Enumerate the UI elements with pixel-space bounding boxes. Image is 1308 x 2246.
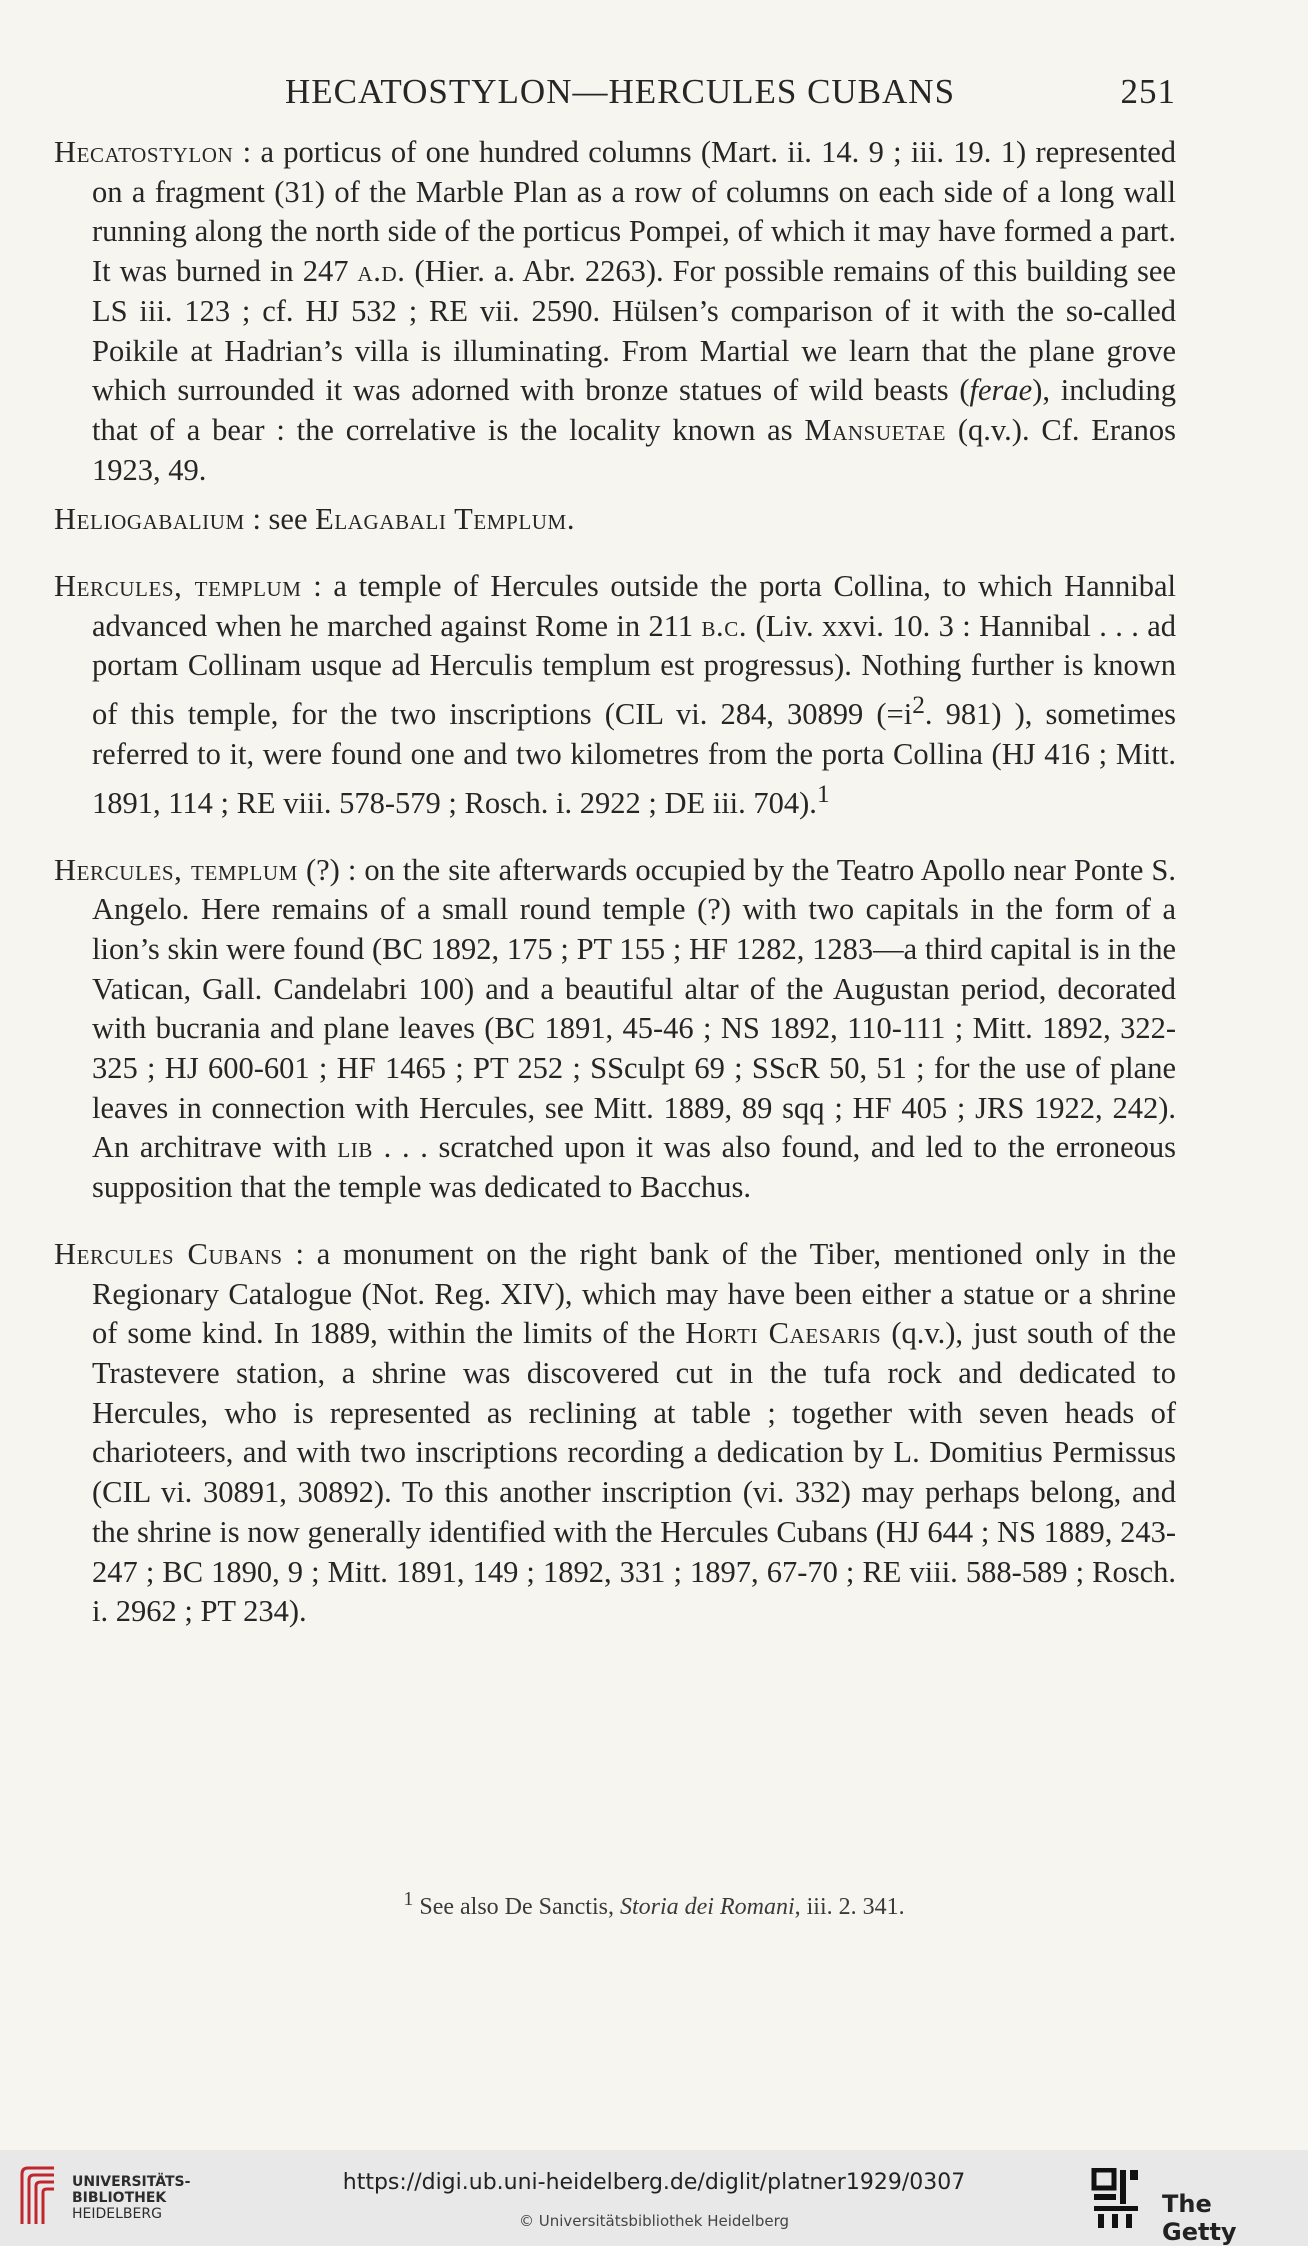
- getty-label: The Getty: [1162, 2190, 1237, 2246]
- headword: Heliogabalium: [54, 502, 245, 537]
- entry-hercules-cubans: Hercules Cubans : a monument on the right bank of the Tiber, mentioned only in the Regionary Catalogue (Not. Reg. XIV), which may have been either a statue or a shrine of some kind. In 1889, within the limits of the Horti Caesaris (q.v.), just south of the Trastevere station, a shrine was discovered cut in the tufa rock and dedicated to Hercules, who is represented as reclining at table ; together with seven heads of charioteers, and with two inscriptions recording a dedication by L. Domitius Permissus (CIL vi. 30891, 30892). To this another inscription (vi. 332) may perhaps belong, and the shrine is now generally identified with the Hercules Cubans (HJ 644 ; NS 1889, 243-247 ; BC 1890, 9 ; Mitt. 1891, 149 ; 1892, 331 ; 1897, 67-70 ; RE viii. 588-589 ; Rosch. i. 2962 ; PT 234).: [54, 1236, 1176, 1629]
- page-number: 251: [1120, 72, 1176, 111]
- headword: Hercules Cubans: [54, 1236, 283, 1271]
- running-head: [0, 72, 1308, 122]
- getty-logo[interactable]: [1090, 2168, 1290, 2246]
- entry-heliogabalium: Heliogabalium : see Elagabali Templum.: [54, 502, 575, 537]
- cross-reference: Elagabali Templum: [315, 502, 567, 537]
- entry-body: a porticus of one hundred columns (Mart. ii. 14. 9 ; iii. 19. 1) represented on a fragment (31) of the Marble Plan as a row of columns on each side of a long wall running along the north side of the porticus Pompei, of which it may have formed a part. It was burned in 247: [92, 135, 1176, 289]
- cross-reference: Horti Caesaris: [685, 1316, 882, 1351]
- italic-term: ferae: [969, 373, 1033, 408]
- entry-body: on the site afterwards occupied by the Teatro Apollo near Ponte S. Angelo. Here remains of a small round temple (?) with two capitals in the form of a lion’s skin were found (BC 1892, 175 ; PT 155 ; HF 1282, 1283—a third capital is in the Vatican, Gall. Candelabri 100) and a beautiful altar of the Augustan period, decorated with bucrania and plane leaves (BC 1891, 45-46 ; NS 1892, 110-111 ; Mitt. 1892, 322-325 ; HJ 600-601 ; HF 1465 ; PT 252 ; SSculpt 69 ; SScR 50, 51 ; for the use of plane leaves in connection with Hercules, see Mitt. 1889, 89 sqq ; HF 405 ; JRS 1922, 242). An architrave with: [92, 852, 1176, 1165]
- headword: Hercules, templum: [54, 569, 302, 604]
- viewer-footer: [0, 2150, 1308, 2246]
- entry-body: a temple of Hercules outside the porta Collina, to which Hannibal advanced when he marched against Rome in 211: [92, 569, 1176, 643]
- entry-body: a monument on the right bank of the Tiber, mentioned only in the Regionary Catalogue (Not. Reg. XIV), which may have been either a statue or a shrine of some kind. In 1889, within the limits of the: [92, 1236, 1176, 1351]
- library-name: UNIVERSITÄTS- BIBLIOTHEK HEIDELBERG: [72, 2174, 191, 2222]
- footnote-title: Storia dei Romani: [619, 1894, 795, 1920]
- footnote: $^1$ See also De Sanctis, Storia dei Romani, iii. 2. 341.: [403, 1888, 905, 1920]
- entry-hercules-templum-1: Hercules, templum : a temple of Hercules outside the porta Collina, to which Hannibal advanced when he marched against Rome in 211 b.c. (Liv. xxvi. 10. 3 : Hannibal . . . ad portam Collinam usque ad Herculis templum est progressus). Nothing further is known of this temple, for the two inscriptions (CIL vi. 284, 30899 ($=i^2$. 981) ), sometimes referred to it, were found one and two kilometres from the porta Collina (HJ 416 ; Mitt. 1891, 114 ; RE viii. 578-579 ; Rosch. i. 2922 ; DE iii. 704).$^1$: [54, 569, 1176, 820]
- headword: Hecatostylon: [54, 135, 234, 169]
- dictionary-text: [54, 133, 1176, 1642]
- running-title: HECATOSTYLON—HERCULES CUBANS: [285, 72, 956, 111]
- headword: Hercules, templum: [54, 852, 298, 887]
- copyright-notice: © Universitätsbibliothek Heidelberg: [518, 2212, 789, 2230]
- footnote-marker: 1: [816, 779, 830, 808]
- entry-hercules-templum-2: Hercules, templum (?) : on the site afterwards occupied by the Teatro Apollo near Ponte S. Angelo. Here remains of a small round temple (?) with two capitals in the form of a lion’s skin were found (BC 1892, 175 ; PT 155 ; HF 1282, 1283—a third capital is in the Vatican, Gall. Candelabri 100) and a beautiful altar of the Augustan period, decorated with bucrania and plane leaves (BC 1891, 45-46 ; NS 1892, 110-111 ; Mitt. 1892, 322-325 ; HJ 600-601 ; HF 1465 ; PT 252 ; SSculpt 69 ; SScR 50, 51 ; for the use of plane leaves in connection with Hercules, see Mitt. 1889, 89 sqq ; HF 405 ; JRS 1922, 242). An architrave with lib . . . scratched upon it was also found, and led to the erroneous supposition that the temple was dedicated to Bacchus.: [54, 852, 1176, 1205]
- entry-hecatostylon: Hecatostylon : a porticus of one hundred columns (Mart. ii. 14. 9 ; iii. 19. 1) represented on a fragment (31) of the Marble Plan as a row of columns on each side of a long wall running along the north side of the porticus Pompei, of which it may have formed a part. It was burned in 247 a.d. (Hier. a. Abr. 2263). For possible remains of this building see LS iii. 123 ; cf. HJ 532 ; RE vii. 2590. Hülsen’s comparison of it with the so-called Poikile at Hadrian’s villa is illuminating. From Martial we learn that the plane grove which surrounded it was adorned with bronze statues of wild beasts (ferae), including that of a bear : the correlative is the locality known as Mansuetae (q.v.). Cf. Eranos 1923, 49.: [54, 135, 1176, 487]
- footnote-number: 1: [403, 1888, 414, 1910]
- cross-reference: Mansuetae: [804, 412, 947, 447]
- getty-logo-icon: [1090, 2168, 1142, 2230]
- permalink-url[interactable]: https://digi.ub.uni-heidelberg.de/diglit/platner1929/0307: [342, 2170, 966, 2195]
